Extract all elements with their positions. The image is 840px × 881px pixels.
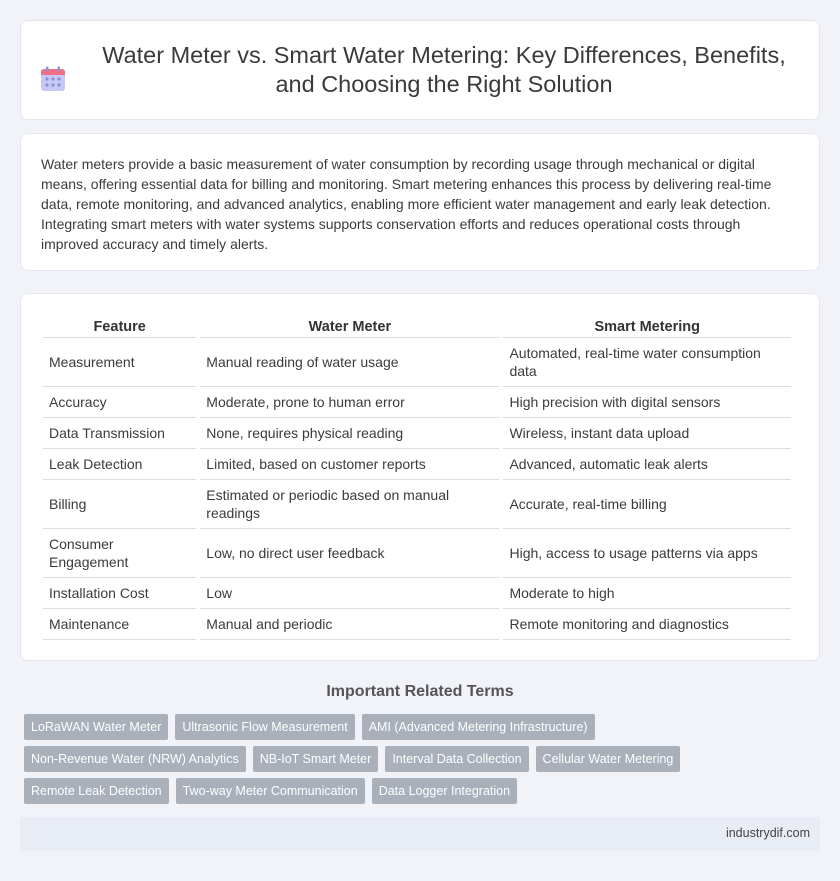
smart-metering-cell: Remote monitoring and diagnostics [503,609,791,640]
water-meter-cell: None, requires physical reading [200,418,499,449]
term-tag[interactable]: LoRaWAN Water Meter [24,714,168,740]
smart-metering-cell: High, access to usage patterns via apps [503,529,791,578]
title-card [20,20,820,120]
header-water-meter: Water Meter [200,314,499,338]
smart-metering-cell: Wireless, instant data upload [503,418,791,449]
page-title: Water Meter vs. Smart Water Metering: Key Differences, Benefits, and Choosing the Right Solution [102,42,786,97]
smart-metering-cell: Advanced, automatic leak alerts [503,449,791,480]
header-smart-metering: Smart Metering [503,314,791,338]
term-tag[interactable]: Non-Revenue Water (NRW) Analytics [24,746,246,772]
table-row [43,449,791,480]
feature-cell: Installation Cost [43,578,196,609]
feature-cell: Consumer Engagement [43,529,196,578]
term-tag[interactable]: Cellular Water Metering [536,746,681,772]
term-tag[interactable]: Data Logger Integration [372,778,517,804]
intro-paragraph: Water meters provide a basic measurement of water consumption by recording usage through mechanical or digital means, offering essential data for billing and monitoring. Smart metering enhances this process by delivering real-time data, remote monitoring, and advanced analytics, enabling more efficient water management and early leak detection. Integrating smart meters with water systems supports conservation efforts and reduces operational costs through improved accuracy and timely alerts. [41,156,772,252]
water-meter-cell: Moderate, prone to human error [200,387,499,418]
smart-metering-cell: Automated, real-time water consumption data [503,338,791,387]
feature-cell: Maintenance [43,609,196,640]
water-meter-cell: Estimated or periodic based on manual readings [200,480,499,529]
title-wrap [40,41,800,99]
comparison-card [20,293,820,661]
table-header-row [43,314,791,338]
footer-site-link[interactable]: industrydif.com [725,826,810,840]
term-tag[interactable]: Interval Data Collection [385,746,528,772]
table-row [43,578,791,609]
smart-metering-cell: High precision with digital sensors [503,387,791,418]
comparison-table [39,314,795,640]
water-meter-cell: Manual reading of water usage [200,338,499,387]
header-feature: Feature [43,314,196,338]
table-row [43,480,791,529]
term-tag[interactable]: AMI (Advanced Metering Infrastructure) [362,714,595,740]
smart-metering-cell: Accurate, real-time billing [503,480,791,529]
intro-card [20,133,820,271]
water-meter-cell: Limited, based on customer reports [200,449,499,480]
smart-metering-cell: Moderate to high [503,578,791,609]
term-tag[interactable]: Remote Leak Detection [24,778,169,804]
table-row [43,609,791,640]
related-terms-heading: Important Related Terms [326,683,514,700]
table-row [43,418,791,449]
feature-cell: Leak Detection [43,449,196,480]
water-meter-cell: Low [200,578,499,609]
footer [20,817,820,851]
feature-cell: Data Transmission [43,418,196,449]
term-tag[interactable]: Ultrasonic Flow Measurement [175,714,354,740]
term-tag[interactable]: NB-IoT Smart Meter [253,746,379,772]
table-row [43,338,791,387]
feature-cell: Measurement [43,338,196,387]
water-meter-cell: Manual and periodic [200,609,499,640]
term-tag[interactable]: Two-way Meter Communication [176,778,365,804]
feature-cell: Billing [43,480,196,529]
calendar-icon [40,66,66,92]
table-row [43,529,791,578]
feature-cell: Accuracy [43,387,196,418]
water-meter-cell: Low, no direct user feedback [200,529,499,578]
related-terms-list [24,714,804,810]
table-row [43,387,791,418]
